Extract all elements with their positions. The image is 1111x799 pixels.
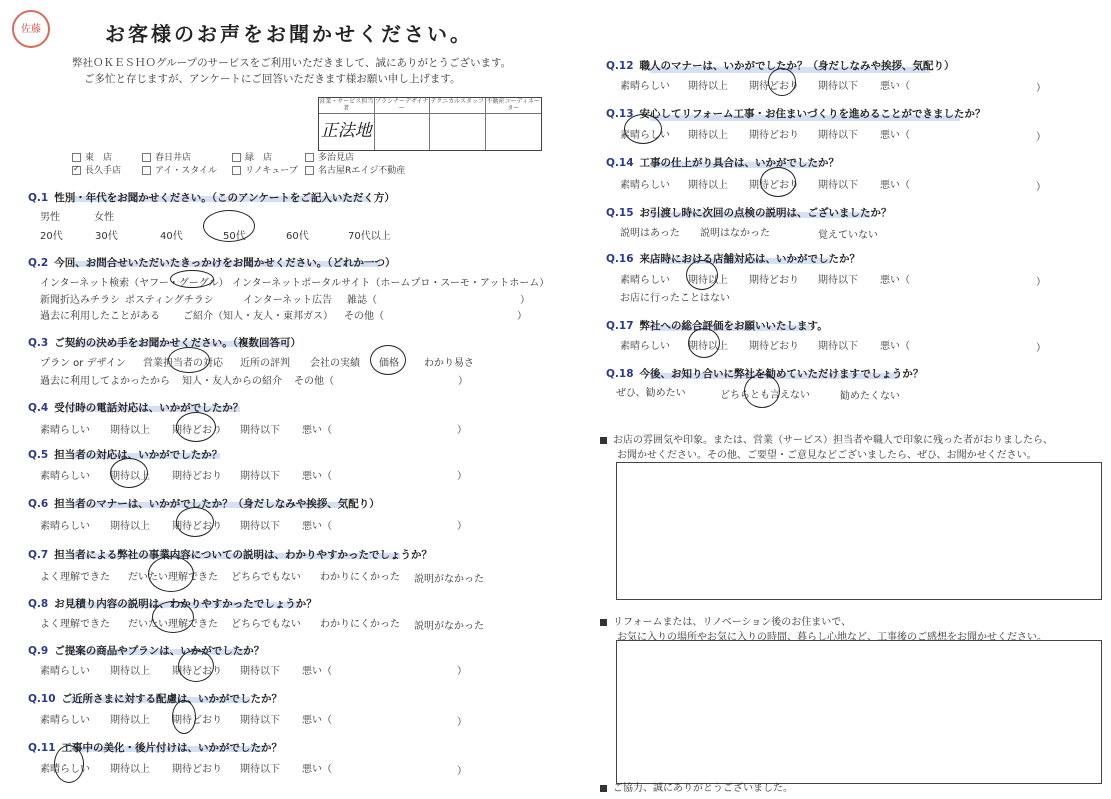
question-10: Q.10 ご近所さまに対する配慮は、いかがでしたか？ <box>28 693 283 705</box>
checkbox[interactable] <box>142 153 151 162</box>
hanko-stamp: 佐藤 <box>12 10 50 48</box>
staff-cell-empty <box>486 114 542 150</box>
comment-prompt-1b: お聞かせください。その他、ご要望・ご意見などございましたら、ぜひ、お聞かせください。 <box>617 450 1037 461</box>
option[interactable]: わかりにくかった <box>320 619 400 630</box>
option[interactable]: ） <box>1036 83 1046 94</box>
staff-cell-empty <box>430 114 486 150</box>
option[interactable]: わかり易さ <box>424 358 474 369</box>
option[interactable]: 期待以下 <box>240 471 280 482</box>
option-selected[interactable]: 説明はあった <box>620 228 680 239</box>
option[interactable]: 悪い（ <box>302 521 332 532</box>
option[interactable]: 素晴らしい <box>620 341 670 352</box>
bullet-square-icon <box>600 785 607 792</box>
option[interactable]: 期待以上 <box>110 764 150 775</box>
bullet-square-icon <box>600 437 607 444</box>
option[interactable]: 60代 <box>286 231 309 242</box>
store-option[interactable]: 多治見店 <box>305 152 354 164</box>
option[interactable]: 70代以上 <box>348 231 391 242</box>
option[interactable]: 素晴らしい <box>40 471 90 482</box>
bullet-square-icon <box>600 619 607 626</box>
checkbox-checked[interactable] <box>72 166 81 175</box>
option[interactable]: 悪い（ <box>880 81 910 92</box>
option[interactable]: 素晴らしい <box>620 275 670 286</box>
question-2: Q.2 今回、お問合せいただいたきっかけをお聞かせください。（どれか一つ） <box>28 257 396 269</box>
option[interactable]: 悪い（ <box>302 764 332 775</box>
option[interactable]: ） <box>1036 132 1046 143</box>
option-selected[interactable]: 期待どおり <box>749 81 799 92</box>
option[interactable]: 30代 <box>95 231 118 242</box>
question-9: Q.9 ご提案の商品やプランは、いかがでしたか？ <box>28 645 265 657</box>
option[interactable]: 期待以上 <box>110 715 150 726</box>
option[interactable]: 期待どおり <box>172 764 222 775</box>
option[interactable]: 素晴らしい <box>620 81 670 92</box>
option[interactable]: 勧めたくない <box>840 391 900 402</box>
answer-circle <box>176 507 214 537</box>
checkbox[interactable] <box>72 153 81 162</box>
option[interactable]: 近所の評判 <box>240 358 290 369</box>
option[interactable]: ） <box>457 666 467 677</box>
option[interactable]: 悪い（ <box>880 180 910 191</box>
option[interactable]: ） <box>1036 343 1046 354</box>
option[interactable]: よく理解できた <box>40 619 110 630</box>
option[interactable]: 素晴らしい <box>40 666 90 677</box>
answer-circle <box>170 270 214 288</box>
question-12: Q.12 職人のマナーは、いかがでしたか？（身だしなみや挨拶、気配り） <box>606 60 955 72</box>
option[interactable]: ） <box>517 311 527 322</box>
option[interactable]: 過去に利用したことがある <box>40 311 160 322</box>
answer-circle <box>744 374 780 408</box>
option[interactable]: お店に行ったことはない <box>620 293 730 304</box>
option[interactable]: 新聞折込みチラシ <box>40 295 120 306</box>
option[interactable]: 説明がなかった <box>414 574 484 585</box>
option[interactable]: 男性 <box>40 212 60 223</box>
option[interactable]: 覚えていない <box>818 230 878 241</box>
store-option[interactable]: 春日井店 <box>142 152 191 164</box>
option[interactable]: その他（ <box>344 311 384 322</box>
answer-circle <box>176 412 216 442</box>
option[interactable]: よく理解できた <box>40 572 110 583</box>
option[interactable]: ） <box>457 766 467 777</box>
question-13: Q.13 安心してリフォーム工事・お住まいづくりを進めることができましたか？ <box>606 108 986 120</box>
question-18: Q.18 今後、お知り合いに弊社を勧めていただけますでしょうか？ <box>606 368 924 380</box>
option-selected[interactable]: 期待どおり <box>749 180 799 191</box>
page-title: お客様のお声をお聞かせください。 <box>105 22 473 46</box>
option[interactable]: 20代 <box>40 231 63 242</box>
option-selected[interactable]: 50代 <box>223 231 246 242</box>
option[interactable]: インターネット広告 <box>243 295 333 306</box>
store-checklist <box>72 152 432 180</box>
option-selected[interactable]: インターネット検索（ヤフー・グーグル） <box>40 278 229 289</box>
question-14: Q.14 工事の仕上がり具合は、いかがでしたか？ <box>606 157 840 169</box>
option[interactable]: 説明はなかった <box>700 228 770 239</box>
answer-circle <box>54 745 84 783</box>
option[interactable]: ） <box>458 376 468 387</box>
option[interactable]: 期待どおり <box>749 275 799 286</box>
option-selected[interactable]: 期待どおり <box>172 425 222 436</box>
option[interactable]: 期待以上 <box>110 521 150 532</box>
answer-circle <box>152 601 194 633</box>
option-selected[interactable]: 素晴らしい <box>620 130 670 141</box>
store-option[interactable]: 東 店 <box>72 152 112 164</box>
comment-prompt-1: お店の雰囲気や印象。または、営業（サービス）担当者や職人で印象に残った者がおりましたら、 <box>600 431 1053 446</box>
option[interactable]: その他（ <box>294 376 334 387</box>
option[interactable]: ） <box>520 295 530 306</box>
answer-circle <box>370 345 406 375</box>
checkbox[interactable] <box>232 166 241 175</box>
question-16: Q.16 来店時における店舗対応は、いかがでしたか？ <box>606 253 861 265</box>
option[interactable]: 期待以下 <box>818 275 858 286</box>
answer-circle <box>624 114 662 144</box>
option-selected[interactable]: 価格 <box>379 358 399 369</box>
option-selected[interactable]: 期待以上 <box>688 341 728 352</box>
option[interactable]: 素晴らしい <box>40 715 90 726</box>
option[interactable]: 過去に利用してよかったから <box>40 376 170 387</box>
question-3: Q.3 ご契約の決め手をお聞かせください。（複数回答可） <box>28 337 301 349</box>
option[interactable]: 期待以上 <box>688 180 728 191</box>
option-selected[interactable]: 営業担当者の対応 <box>143 358 223 369</box>
question-8: Q.8 お見積り内容の説明は、わかりやすかったでしょうか？ <box>28 598 317 610</box>
question-6: Q.6 担当者のマナーは、いかがでしたか？（身だしなみや挨拶、気配り） <box>28 498 380 510</box>
staff-header-sales: 営業・サービス担当者 <box>319 98 374 112</box>
question-11: Q.11 工事中の美化・後片付けは、いかがでしたか？ <box>28 742 283 754</box>
option[interactable]: 期待以下 <box>818 130 858 141</box>
store-option[interactable]: ✓長久手店 <box>72 165 121 177</box>
option[interactable]: 悪い（ <box>302 666 332 677</box>
option[interactable]: 悪い（ <box>880 130 910 141</box>
option[interactable]: 期待どおり <box>749 341 799 352</box>
checkbox[interactable] <box>305 153 314 162</box>
option[interactable]: 期待以上 <box>688 81 728 92</box>
option-selected[interactable]: 期待どおり <box>172 666 222 677</box>
option-selected[interactable]: だいたい理解できた <box>128 619 218 630</box>
option-selected[interactable]: 素晴らしい <box>40 764 90 775</box>
option[interactable]: 期待以下 <box>818 341 858 352</box>
comment-box-1[interactable] <box>616 462 1102 600</box>
option[interactable]: 悪い（ <box>302 471 332 482</box>
option[interactable]: インターネットポータルサイト（ホームプロ・スーモ・アットホーム） <box>232 278 550 289</box>
option-selected[interactable]: だいたい理解できた <box>128 572 218 583</box>
intro-line-1: 弊社ＯＫＥＳＨＯグループのサービスをご利用いただきまして、誠にありがとうございます。 <box>72 57 512 69</box>
option[interactable]: どちらでもない <box>231 572 301 583</box>
comment-prompt-2: リフォームまたは、リノベーション後のお住まいで、 <box>600 613 851 628</box>
option[interactable]: 期待以下 <box>240 666 280 677</box>
option[interactable]: 期待以下 <box>818 81 858 92</box>
answer-circle <box>168 347 210 373</box>
option[interactable]: 期待どおり <box>749 130 799 141</box>
option-selected[interactable]: 期待どおり <box>172 521 222 532</box>
option[interactable]: わかりにくかった <box>320 572 400 583</box>
option[interactable]: 雑誌（ <box>347 295 377 306</box>
option-selected[interactable]: 期待以上 <box>110 471 150 482</box>
option[interactable]: ） <box>457 717 467 728</box>
option[interactable]: 女性 <box>94 212 114 223</box>
answer-circle <box>178 650 214 682</box>
option[interactable]: 期待以下 <box>240 715 280 726</box>
option-selected[interactable]: どちらとも言えない <box>720 390 810 401</box>
answer-circle <box>203 210 255 242</box>
option[interactable]: ） <box>457 521 467 532</box>
answer-circle <box>148 556 194 592</box>
question-17: Q.17 弊社への総合評価をお願いいたします。 <box>606 320 828 332</box>
option[interactable]: 素晴らしい <box>620 180 670 191</box>
staff-header-technical: テクニカルスタッフ <box>430 98 486 114</box>
option-selected[interactable]: 期待どおり <box>172 715 222 726</box>
option[interactable]: 期待以下 <box>240 521 280 532</box>
option-selected[interactable]: 期待以上 <box>688 275 728 286</box>
checkbox[interactable] <box>305 166 314 175</box>
option[interactable]: どちらでもない <box>231 619 301 630</box>
answer-circle <box>172 700 196 734</box>
option[interactable]: 素晴らしい <box>40 425 90 436</box>
option[interactable]: 期待以上 <box>110 666 150 677</box>
option[interactable]: 説明がなかった <box>414 621 484 632</box>
question-15: Q.15 お引渡し時に次回の点検の説明は、ございましたか？ <box>606 207 892 219</box>
staff-header-planner: プランナーデザイナー <box>374 98 429 112</box>
question-4: Q.4 受付時の電話対応は、いかがでしたか？ <box>28 402 244 414</box>
thanks-note: ご協力、誠にありがとうございました。 <box>600 779 793 794</box>
staff-cell-empty <box>375 114 431 150</box>
option[interactable]: プラン or デザイン <box>40 358 126 369</box>
option[interactable]: ぜひ、勧めたい <box>616 388 686 399</box>
answer-circle <box>768 68 796 96</box>
option[interactable]: ） <box>457 425 467 436</box>
option[interactable]: ） <box>457 471 467 482</box>
question-5: Q.5 担当者の対応は、いかがでしたか？ <box>28 449 223 461</box>
option[interactable]: 期待どおり <box>172 471 222 482</box>
comment-box-2[interactable] <box>616 640 1102 784</box>
answer-circle <box>686 260 718 290</box>
store-option[interactable]: 名古屋Rエイジ不動産 <box>305 165 405 177</box>
checkbox[interactable] <box>142 166 151 175</box>
option[interactable]: 悪い（ <box>880 341 910 352</box>
checkbox[interactable] <box>232 153 241 162</box>
comment-prompt-2b: お気に入りの場所やお気に入りの時間、暮らし心地など、工事後のご感想をお聞かせください。 <box>617 632 1047 643</box>
option[interactable]: 期待以下 <box>240 425 280 436</box>
staff-table <box>318 97 542 151</box>
question-7: Q.7 担当者による弊社の事業内容についての説明は、わかりやすかったでしょうか？ <box>28 549 433 561</box>
option[interactable]: 期待以上 <box>688 130 728 141</box>
staff-signature: 正法地 <box>319 114 375 150</box>
option[interactable]: 期待以下 <box>818 180 858 191</box>
option[interactable]: 40代 <box>160 231 183 242</box>
answer-circle <box>110 458 148 488</box>
option[interactable]: 悪い（ <box>302 425 332 436</box>
question-1: Q.1 性別・年代をお聞かせください。（このアンケートをご記入いただく方） <box>28 192 395 204</box>
option[interactable]: 期待以下 <box>240 764 280 775</box>
option[interactable]: ） <box>1036 277 1046 288</box>
option[interactable]: ポスティングチラシ <box>125 295 214 306</box>
option[interactable]: ） <box>1036 182 1046 193</box>
store-option[interactable]: リノキューブ <box>232 165 298 177</box>
option[interactable]: 悪い（ <box>880 275 910 286</box>
option[interactable]: 知人・友人からの紹介 <box>182 376 282 387</box>
store-option[interactable]: 緑 店 <box>232 152 272 164</box>
option[interactable]: 素晴らしい <box>40 521 90 532</box>
option[interactable]: 悪い（ <box>302 715 332 726</box>
option[interactable]: 会社の実績 <box>310 358 360 369</box>
option[interactable]: 期待以上 <box>110 425 150 436</box>
store-option[interactable]: アイ・スタイル <box>142 165 217 177</box>
intro-line-2: ご多忙と存じますが、アンケートにご回答いただきます様お願い申し上げます。 <box>84 73 461 85</box>
answer-circle <box>760 167 796 197</box>
staff-header-realestate: 不動産コーディネーター <box>486 98 541 112</box>
answer-circle <box>688 328 720 358</box>
option[interactable]: ご紹介（知人・友人・東邦ガス） <box>183 311 333 322</box>
